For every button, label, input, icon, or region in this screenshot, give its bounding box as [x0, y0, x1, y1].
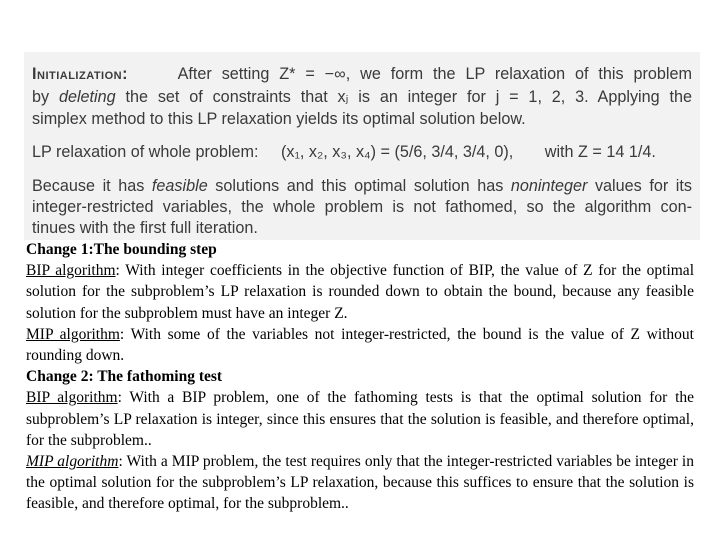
scan-line-2-pre: by — [32, 88, 59, 106]
change2-mip-paragraph — [26, 451, 694, 515]
solution-tuple: (x₁, x₂, x₃, x₄) = (5/6, 3/4, 3/4, 0), — [280, 143, 514, 161]
feasible-italic: feasible — [151, 177, 208, 195]
change2-mip-text: : With a MIP problem, the test requires only that the integer-restricted variables be integer in the optimal solution for the subproblem’s LP relaxation, because this suffices to ensure that the solution is feasible, and therefore optimal, for the subproblem.. — [26, 453, 694, 513]
scan-line-5-c: values for its — [587, 177, 692, 195]
scan-line-4 — [32, 142, 692, 162]
change1-bip-label: BIP algorithm — [26, 262, 116, 280]
scanned-textbook-excerpt — [24, 52, 700, 240]
scan-line-1-text: After setting Z* = −∞, we form the LP relaxation of this problem — [177, 65, 692, 83]
noninteger-italic: noninteger — [510, 177, 588, 195]
deleting-italic: deleting — [58, 88, 116, 106]
change2-bip-label: BIP algorithm — [26, 389, 118, 407]
change2-bip-paragraph — [26, 387, 694, 451]
scan-line-5-a: Because it has — [32, 177, 152, 195]
change1-mip-paragraph — [26, 324, 694, 366]
change2-bip-text: : With a BIP problem, one of the fathoming tests is that the optimal solution for the subproblem’s LP relaxation is integer, since this ensures that the solution is feasible, and therefore optimal, for the subproblem.. — [26, 389, 695, 449]
scan-line-2 — [32, 87, 692, 107]
scan-line-2-post: the set of constraints that xⱼ is an integer for j = 1, 2, 3. Applying the — [115, 88, 692, 106]
objective-value: with Z = 14 1/4. — [544, 143, 656, 161]
scan-line-7: tinues with the first full iteration. — [32, 219, 258, 237]
initialization-label: Initialization: — [32, 65, 129, 83]
change2-mip-label: MIP algorithm — [26, 453, 119, 471]
scan-line-5 — [32, 176, 692, 196]
change1-bip-paragraph — [26, 260, 694, 324]
change1-heading: Change 1:The bounding step — [26, 241, 217, 258]
explanation-text — [26, 239, 694, 515]
scan-line-6: integer-restricted variables, the whole problem is not fathomed, so the algorithm con- — [32, 198, 692, 216]
scan-line-5-b: solutions and this optimal solution has — [207, 177, 511, 195]
change1-bip-text: : With integer coefficients in the objective function of BIP, the value of Z for the optimal solution for the subproblem’s LP relaxation is rounded down to obtain the bound, because any feasible solution for the subproblem must have an integer Z. — [26, 262, 694, 322]
change1-mip-text: : With some of the variables not integer-restricted, the bound is the value of Z without rounding down. — [26, 325, 694, 365]
scan-line-3: simplex method to this LP relaxation yields its optimal solution below. — [32, 110, 526, 128]
change2-heading: Change 2: The fathoming test — [26, 368, 223, 386]
scan-line-1 — [32, 64, 692, 84]
change1-mip-label: MIP algorithm — [26, 325, 120, 343]
lp-relaxation-label: LP relaxation of whole problem: — [32, 143, 259, 161]
